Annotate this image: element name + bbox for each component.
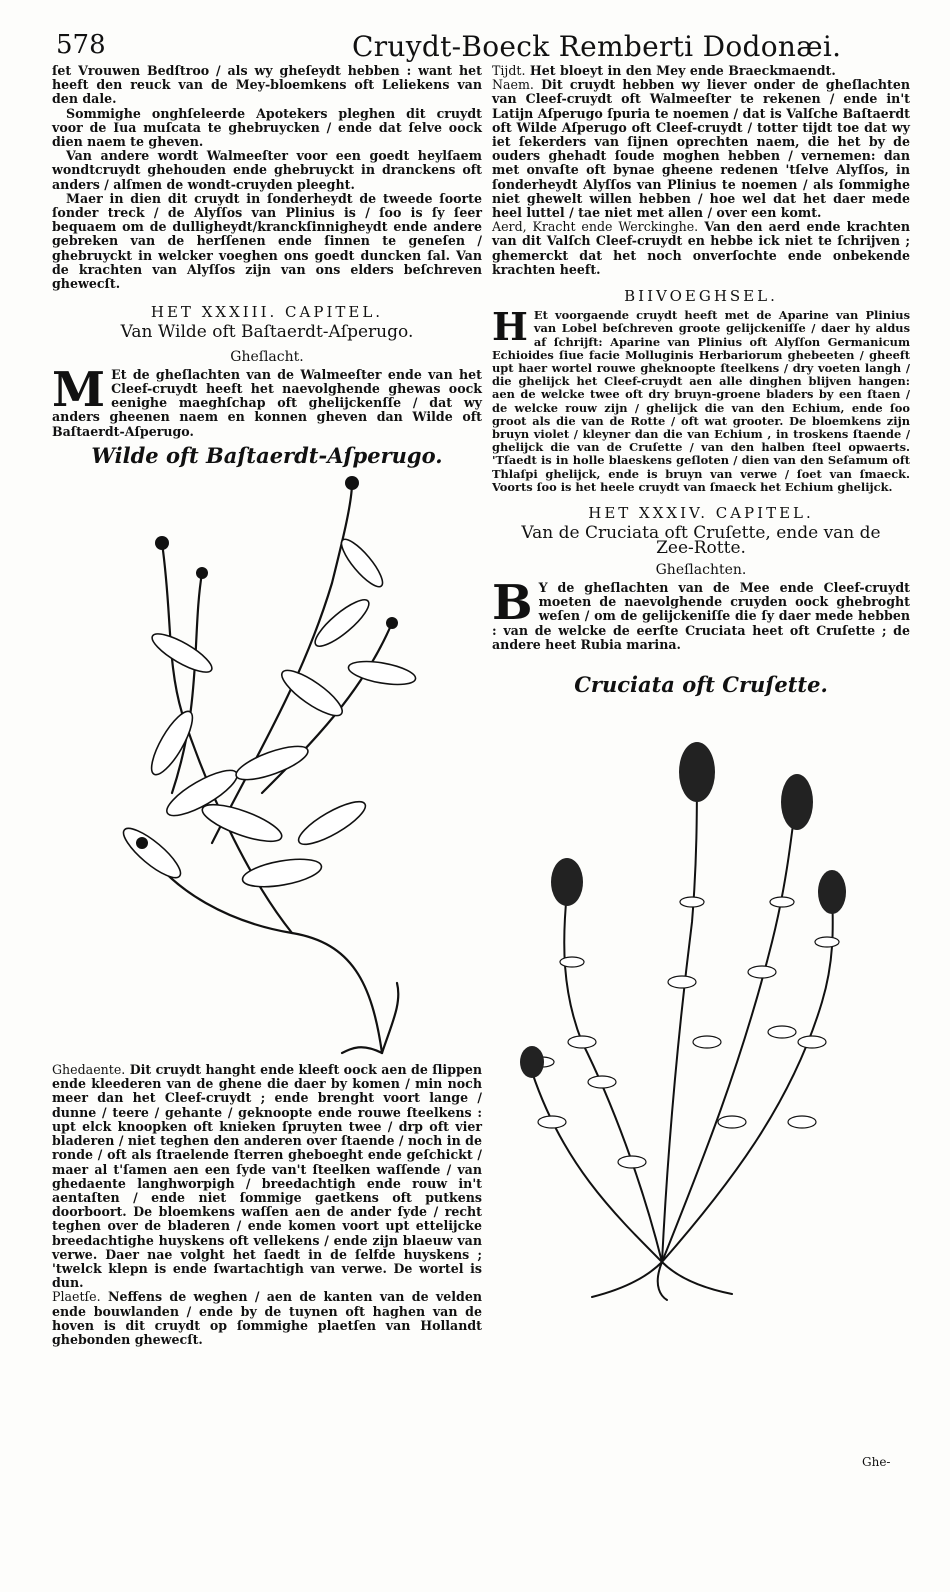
ghedaente-paragraph (52, 1063, 482, 1290)
section-paragraph (52, 361, 482, 439)
naem-text: Dit cruydt hebben wy liever onder de gheſlachten van Cleef-cruydt oft Walmeeſter te rekenen / ende in't Latijn Aſperugo ſpuria te noemen / dat is Valſche Baſtaerdt oft Wilde Aſperugo oft Cleef-cruydt / totter tijdt toe dat wy iet ſekerders van ſijnen oprechten naem, die het by de ouders ghehadt ſoude moghen hebben / vernemen: dan met onvaſte oft bynae gheene redenen 'tſelve Alyſſos, in ſonderheydt Alyſſos van Plinius te noemen / als ſommighe niet ghewelt willen hebben / hoe wel dat het daer mede heel luttel / tae niet met allen / over een komt. (492, 77, 910, 221)
paragraph: Van andere wordt Walmeeſter voor een goedt heylſaem wondtcruydt ghehouden ende ghebruyckt in dranckens oft anders / alſmen de wondt-cruyden pleeght. (52, 148, 482, 192)
chapter-heading: HET XXXIV. CAPITEL. (588, 504, 814, 523)
aerd-text: Van den aerd ende krachten van dit Valſch Cleef-cruydt en hebbe ick niet te ſchrijven ; ghemerckt dat het noch onverſochte ende onbekende krachten heeft. (492, 219, 910, 277)
bijvoeghsel-text: Et voorgaende cruydt heeft met de Aparine van Plinius van Lobel beſchreven groote gelijckeniſſe / daer hy aldus af ſchrijft: Aparine van Plinius oft Alyſſon Germanicum Echioides ſiue facie Molluginis Herbariorum ghebeeten / gheeft upt haer wortel rouwe gheknoopte ſteelkens / dry voeten langh / die ghelijck het Cleef-cruydt aen alle dinghen blijven hangen: aen de welcke twee oft dry bruyn-groene bladers by een ſtaen / de welcke rouw zijn / ghelijck die van den Echium, ende ſoo groot als die van de Rotte / oft wat grooter. De bloemkens zijn bruyn violet / kleyner dan die van Echium , in troskens ſtaende / ghelijck die van de Cruſette / van den halben ſteel opwaerts. 'Tſaedt is in holle blaeskens geſloten / dien van den Seſamum oft Thlaſpi ghelijck, ende is bruyn van verwe / ſoet van ſmaeck. Voorts ſoo is het heele cruydt van ſmaeck het Echium ghelijck. (492, 308, 910, 494)
section-label: Gheſlacht. (230, 348, 304, 365)
drop-cap: H (492, 304, 528, 350)
tijdt-text: Het bloeyt in den Mey ende Braeckmaendt. (529, 63, 836, 78)
chapter-title-line1: Van de Cruciata oft Cruſette, ende van de (521, 523, 881, 544)
paragraph: Sommighe onghſeleerde Apotekers pleghen dit cruydt voor de Iua muſcata te ghebruycken / ende dat ſelve oock dien naem te gheven. (52, 105, 482, 150)
page-number: 578 (56, 30, 106, 60)
chapter-title: Van Wilde oft Baſtaerdt-Aſperugo. (120, 322, 414, 343)
aerd-paragraph (492, 220, 910, 277)
section-paragraph (492, 574, 910, 652)
aerd-label: Aerd, Kracht ende Werckinghe. (492, 219, 699, 235)
tijdt-paragraph (492, 64, 910, 78)
drop-cap: M (52, 361, 106, 418)
section-text: Y de gheſlachten van de Mee ende Cleef-cruydt moeten de naevolghende cruyden oock ghebroght weſen / om de gelijckeniſſe die ſy daer mede hebben : van de welcke de eerſte Cruciata heet oft Cruſette ; de andere heet Rubia marina. (492, 579, 910, 652)
bijvoeghsel-paragraph (492, 304, 910, 494)
ghedaente-label: Ghedaente. (52, 1062, 126, 1078)
running-title: Cruydt-Boeck Remberti Dodonæi. (352, 30, 842, 63)
naem-label: Naem. (492, 77, 534, 93)
asperugo-woodcut-illustration (52, 463, 482, 1063)
plaetse-label: Plaetſe. (52, 1289, 101, 1305)
page-header (52, 26, 912, 66)
chapter-title-line2: Zee-Rotte. (656, 537, 746, 558)
bijvoeghsel-heading: BIIVOEGHSEL. (624, 287, 778, 306)
right-column (492, 64, 910, 1302)
section-text: Et de gheſlachten van de Walmeeſter ende van het Cleef-cruydt heeft het naevolghende ghewas oock eenighe maeghſchap oft ghelijckenſſe / dat wy anders gheenen naem en konnen gheven dan Wilde oft Baſtaerdt-Aſperugo. (52, 366, 482, 439)
plaetse-text: Neffens de weghen / aen de kanten van de velden ende bouwlanden / ende by de tuynen oft haghen van de hoven is dit cruydt op ſommighe plaetſen van Hollandt ghebonden ghewecſt. (52, 1289, 482, 1347)
catchword: Ghe- (862, 1455, 891, 1469)
figure-caption: Wilde oft Baſtaerdt-Aſperugo. (91, 442, 443, 468)
drop-cap: B (492, 574, 533, 631)
section-label: Gheſlachten. (655, 561, 747, 578)
cruciata-woodcut-illustration (492, 742, 910, 1302)
chapter-heading: HET XXXIII. CAPITEL. (150, 303, 384, 322)
intro-paragraph: ſet Vrouwen Bedſtroo / als wy gheſeydt hebben : want het heeft den reuck van de Mey-bloemkens oft Leliekens van den dale. (52, 63, 482, 107)
left-column (52, 64, 482, 1347)
tijdt-label: Tijdt. (492, 63, 526, 78)
figure-caption: Cruciata oft Cruſette. (574, 671, 828, 697)
naem-paragraph (492, 78, 910, 220)
ghedaente-text: Dit cruydt hanght ende kleeft oock aen de ſlippen ende kleederen van de ghene die daer by komen / min noch meer dan het Cleef-cruydt ; ende brenght voort lange / dunne / teere / gehante / geknoopte ende rouwe ſteelkens : upt elck knoopken oft knieken ſpruyten twee / drp oft vier bladeren / niet teghen den anderen over ſtaende / noch in de ronde / oft als ſtraelende ſterren gheboeght ende geſchickt / maer al t'ſamen aen een ſyde van't ſteelken waſſende / van ghedaente langhworpigh / breedachtigh ende rouw in't aentaſten / ende niet ſommige gaetkens oft putkens doorboort. De bloemkens waſſen aen de ander ſyde / recht teghen over de bladeren / ende komen voort upt ettelijcke breedachtighe huyskens oft vellekens / ende zijn blaeuw van verwe. Daer nae volght het ſaedt in de ſelfde huyskens ; 'twelck klepn is ende ſwartachtigh van verwe. De wortel is dun. (52, 1062, 482, 1291)
plaetse-paragraph (52, 1290, 482, 1347)
paragraph: Maer in dien dit cruydt in ſonderheydt de tweede ſoorte ſonder treck / de Alyſſos van Plinius is / ſoo is ſy ſeer bequaem om de dulligheydt/kranckſinnigheydt ende andere gebreken van de herſſenen ende ſinnen te geneſen / ghebruyckt in welcker voeghen ons goedt duncken ſal. Van de krachten van Alyſſos zijn van ons elders beſchreven ghewecſt. (52, 190, 482, 292)
